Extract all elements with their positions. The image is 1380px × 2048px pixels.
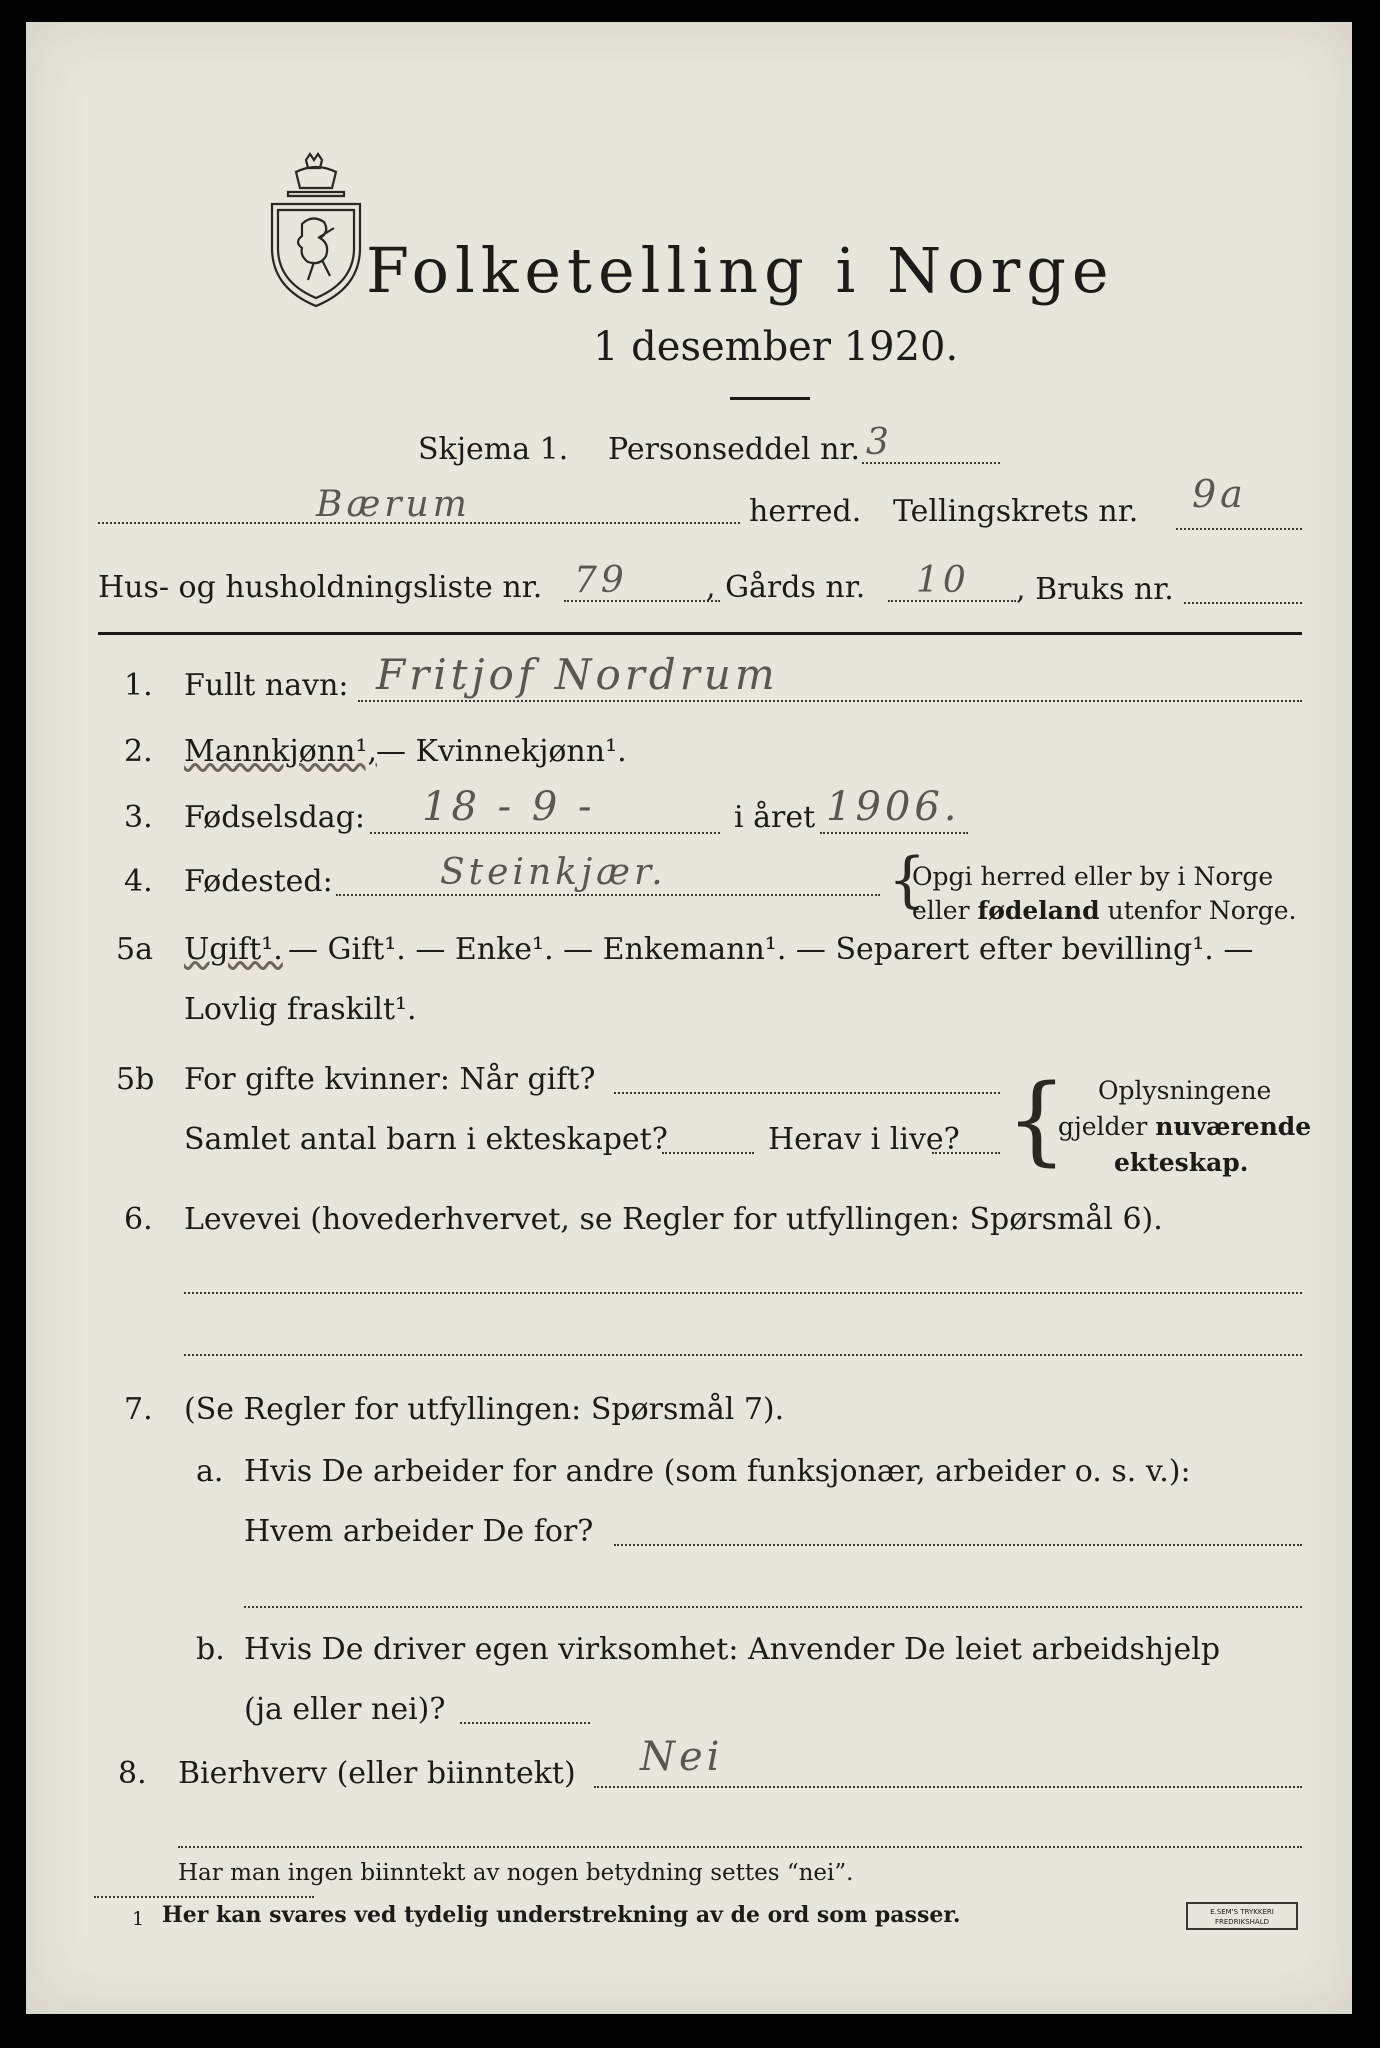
personseddel-value: 3 — [866, 422, 893, 463]
q1-line — [358, 700, 1302, 702]
q3-birth-year: 1906. — [826, 784, 961, 830]
q4-note-line2: eller fødeland utenfor Norge. — [912, 896, 1297, 925]
q3-year-label: i året — [734, 800, 816, 835]
q5b-note-line2: gjelder nuværende — [1058, 1112, 1312, 1141]
q4-number: 4. — [124, 864, 153, 899]
herred-label: herred. — [749, 494, 862, 529]
q5b-note-line3: ekteskap. — [1114, 1148, 1249, 1177]
bruks-label: , Bruks nr. — [1016, 572, 1174, 607]
tellingskrets-line — [1176, 528, 1302, 530]
bruks-line — [1184, 602, 1302, 604]
q4-label: Fødested: — [184, 864, 333, 899]
q5b-children-line — [662, 1152, 754, 1154]
q8-extra-line — [178, 1846, 1302, 1848]
q4-note-line1: Opgi herred eller by i Norge — [912, 862, 1274, 891]
q2-female-option: — Kvinnekjønn¹. — [376, 734, 627, 769]
q4-brace: { — [888, 845, 927, 915]
header-rule — [98, 632, 1302, 635]
title-divider — [730, 397, 810, 400]
printer-stamp — [1186, 1902, 1298, 1930]
personseddel-label: Personseddel nr. — [608, 432, 861, 467]
q8-label: Bierhverv (eller biinntekt) — [178, 1756, 576, 1791]
q3-birth-date: 18 - 9 - — [422, 784, 596, 830]
q7a-employer-line — [614, 1544, 1302, 1546]
q5b-living-children: Herav i live? — [768, 1122, 960, 1157]
q5b-number: 5b — [116, 1062, 155, 1097]
q1-full-name: Fritjof Nordrum — [376, 650, 779, 699]
q5b-married-when: For gifte kvinner: Når gift? — [184, 1062, 596, 1097]
q4-line — [336, 894, 880, 896]
q4-birthplace: Steinkjær. — [440, 852, 667, 893]
q7b-label: b. — [196, 1632, 225, 1667]
gards-label: , Gårds nr. — [706, 570, 866, 605]
q2-male-option: Mannkjønn¹, — [184, 734, 377, 769]
printer-name: E.SEM'S TRYKKERI — [1210, 1908, 1274, 1916]
husliste-value: 79 — [574, 560, 628, 601]
q5a-number: 5a — [116, 932, 153, 967]
q3-label: Fødselsdag: — [184, 800, 365, 835]
herred-value: Bærum — [316, 484, 471, 525]
q7a-question: Hvis De arbeider for andre (som funksjonær, arbeider o. s. v.): — [244, 1454, 1191, 1489]
q7a-employer-label: Hvem arbeider De for? — [244, 1514, 594, 1549]
q5a-other-options: — Gift¹. — Enke¹. — Enkemann¹. — Separert efter bevilling¹. — — [288, 932, 1254, 967]
skjema-label: Skjema 1. — [418, 432, 569, 467]
q8-line — [594, 1786, 1302, 1788]
q6-line-2 — [184, 1354, 1302, 1356]
footnote-marker: 1 — [132, 1908, 145, 1930]
q7a-label: a. — [196, 1454, 224, 1489]
q5b-children-total: Samlet antal barn i ekteskapet? — [184, 1122, 668, 1157]
q7b-yes-no-label: (ja eller nei)? — [244, 1692, 446, 1727]
footnote-separator — [94, 1896, 314, 1898]
q1-number: 1. — [124, 668, 153, 703]
q3-line — [370, 832, 720, 834]
q2-number: 2. — [124, 734, 153, 769]
footnote-text: Her kan svares ved tydelig understrekning av de ord som passer. — [162, 1902, 961, 1928]
census-date: 1 desember 1920. — [593, 324, 959, 370]
norwegian-coat-of-arms-icon — [258, 152, 374, 312]
q7-number: 7. — [124, 1392, 153, 1427]
q7b-question: Hvis De driver egen virksomhet: Anvender De leiet arbeidshjelp — [244, 1632, 1221, 1667]
q1-label: Fullt navn: — [184, 668, 349, 703]
q8-side-income-value: Nei — [640, 1734, 724, 1780]
q6-number: 6. — [124, 1202, 153, 1237]
q8-number: 8. — [118, 1756, 147, 1791]
no-income-note: Har man ingen biinntekt av nogen betydning settes “nei”. — [178, 1860, 854, 1886]
q7-label: (Se Regler for utfyllingen: Spørsmål 7). — [184, 1392, 785, 1427]
tellingskrets-label: Tellingskrets nr. — [893, 494, 1139, 529]
q3-number: 3. — [124, 800, 153, 835]
q6-line-1 — [184, 1292, 1302, 1294]
tellingskrets-value: 9a — [1192, 472, 1247, 516]
form-title: Folketelling i Norge — [366, 234, 1115, 307]
q7a-extra-line — [244, 1606, 1302, 1608]
printer-city: FREDRIKSHALD — [1214, 1918, 1269, 1926]
q5b-married-line — [614, 1092, 1000, 1094]
q3-year-line — [820, 832, 968, 834]
q5b-living-line — [932, 1152, 1000, 1154]
q7b-yes-no-line — [460, 1722, 590, 1724]
q6-occupation-label: Levevei (hovederhvervet, se Regler for utfyllingen: Spørsmål 6). — [184, 1202, 1163, 1237]
q5a-unmarried-option: Ugift¹. — [184, 932, 283, 967]
q5b-brace: { — [1006, 1064, 1068, 1176]
q5b-note-line1: Oplysningene — [1098, 1076, 1272, 1105]
gards-value: 10 — [916, 560, 970, 601]
census-form-page — [26, 22, 1352, 2014]
husliste-label: Hus- og husholdningsliste nr. — [98, 570, 543, 605]
q5a-divorced-option: Lovlig fraskilt¹. — [184, 992, 417, 1027]
